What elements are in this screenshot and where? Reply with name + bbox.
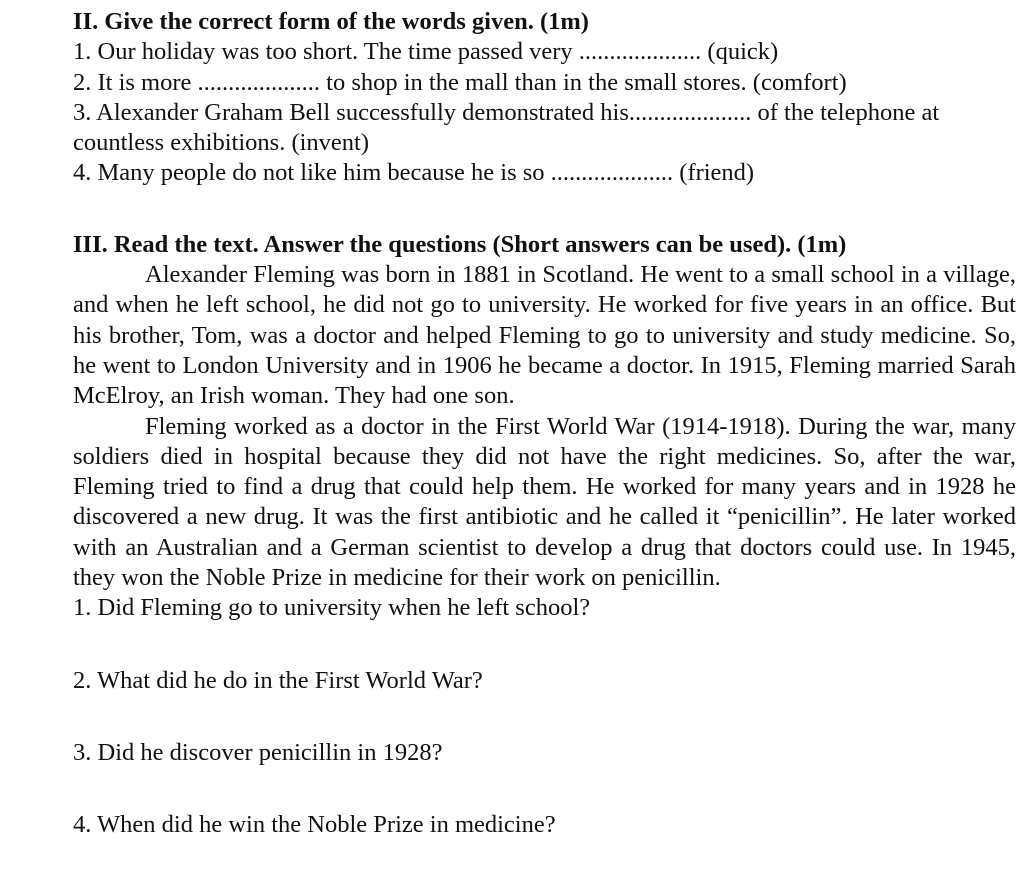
- section-2-item-3: 3. Alexander Graham Bell successfully demonstrated his.................... of the telephone at countless exhibitions. (invent): [73, 98, 940, 157]
- question-2: 2. What did he do in the First World War?: [73, 666, 483, 694]
- section-2-item-2: 2. It is more .................... to shop in the mall than in the small stores. (comfort): [73, 68, 847, 96]
- worksheet-page: [73, 7, 1016, 841]
- section-2-heading: II. Give the correct form of the words given. (1m): [73, 8, 589, 35]
- section-spacer: [73, 189, 1016, 230]
- answer-space-3: [73, 768, 1016, 810]
- section-3-heading: III. Read the text. Answer the questions (Short answers can be used). (1m): [73, 230, 847, 258]
- section-2-item-4: 4. Many people do not like him because he is so .................... (friend): [73, 159, 755, 187]
- answer-space-1: [73, 624, 1016, 666]
- answer-space-2: [73, 696, 1016, 738]
- question-4: 4. When did he win the Noble Prize in medicine?: [73, 811, 556, 839]
- reading-paragraph-2: Fleming worked as a doctor in the First World War (1914-1918). During the war, many soldiers died in hospital because they did not have the right medicines. So, after the war, Fleming tried to find a drug that could help them. He worked for many years and in 1928 he discovered a new drug. It was the first antibiotic and he called it “penicillin”. He later worked with an Australian and a German scientist to develop a drug that doctors could use. In 1945, they won the Noble Prize in medicine for their work on penicillin.: [73, 412, 1016, 592]
- section-2-item-1: 1. Our holiday was too short. The time passed very .................... (quick): [73, 38, 779, 66]
- reading-paragraph-1: Alexander Fleming was born in 1881 in Scotland. He went to a small school in a village, and when he left school, he did not go to university. He worked for five years in an office. But his brother, Tom, was a doctor and helped Fleming to go to university and study medicine. So, he went to London University and in 1906 he became a doctor. In 1915, Fleming married Sarah McElroy, an Irish woman. They had one son.: [73, 261, 1016, 410]
- question-3: 3. Did he discover penicillin in 1928?: [73, 738, 443, 766]
- question-1: 1. Did Fleming go to university when he left school?: [73, 594, 591, 622]
